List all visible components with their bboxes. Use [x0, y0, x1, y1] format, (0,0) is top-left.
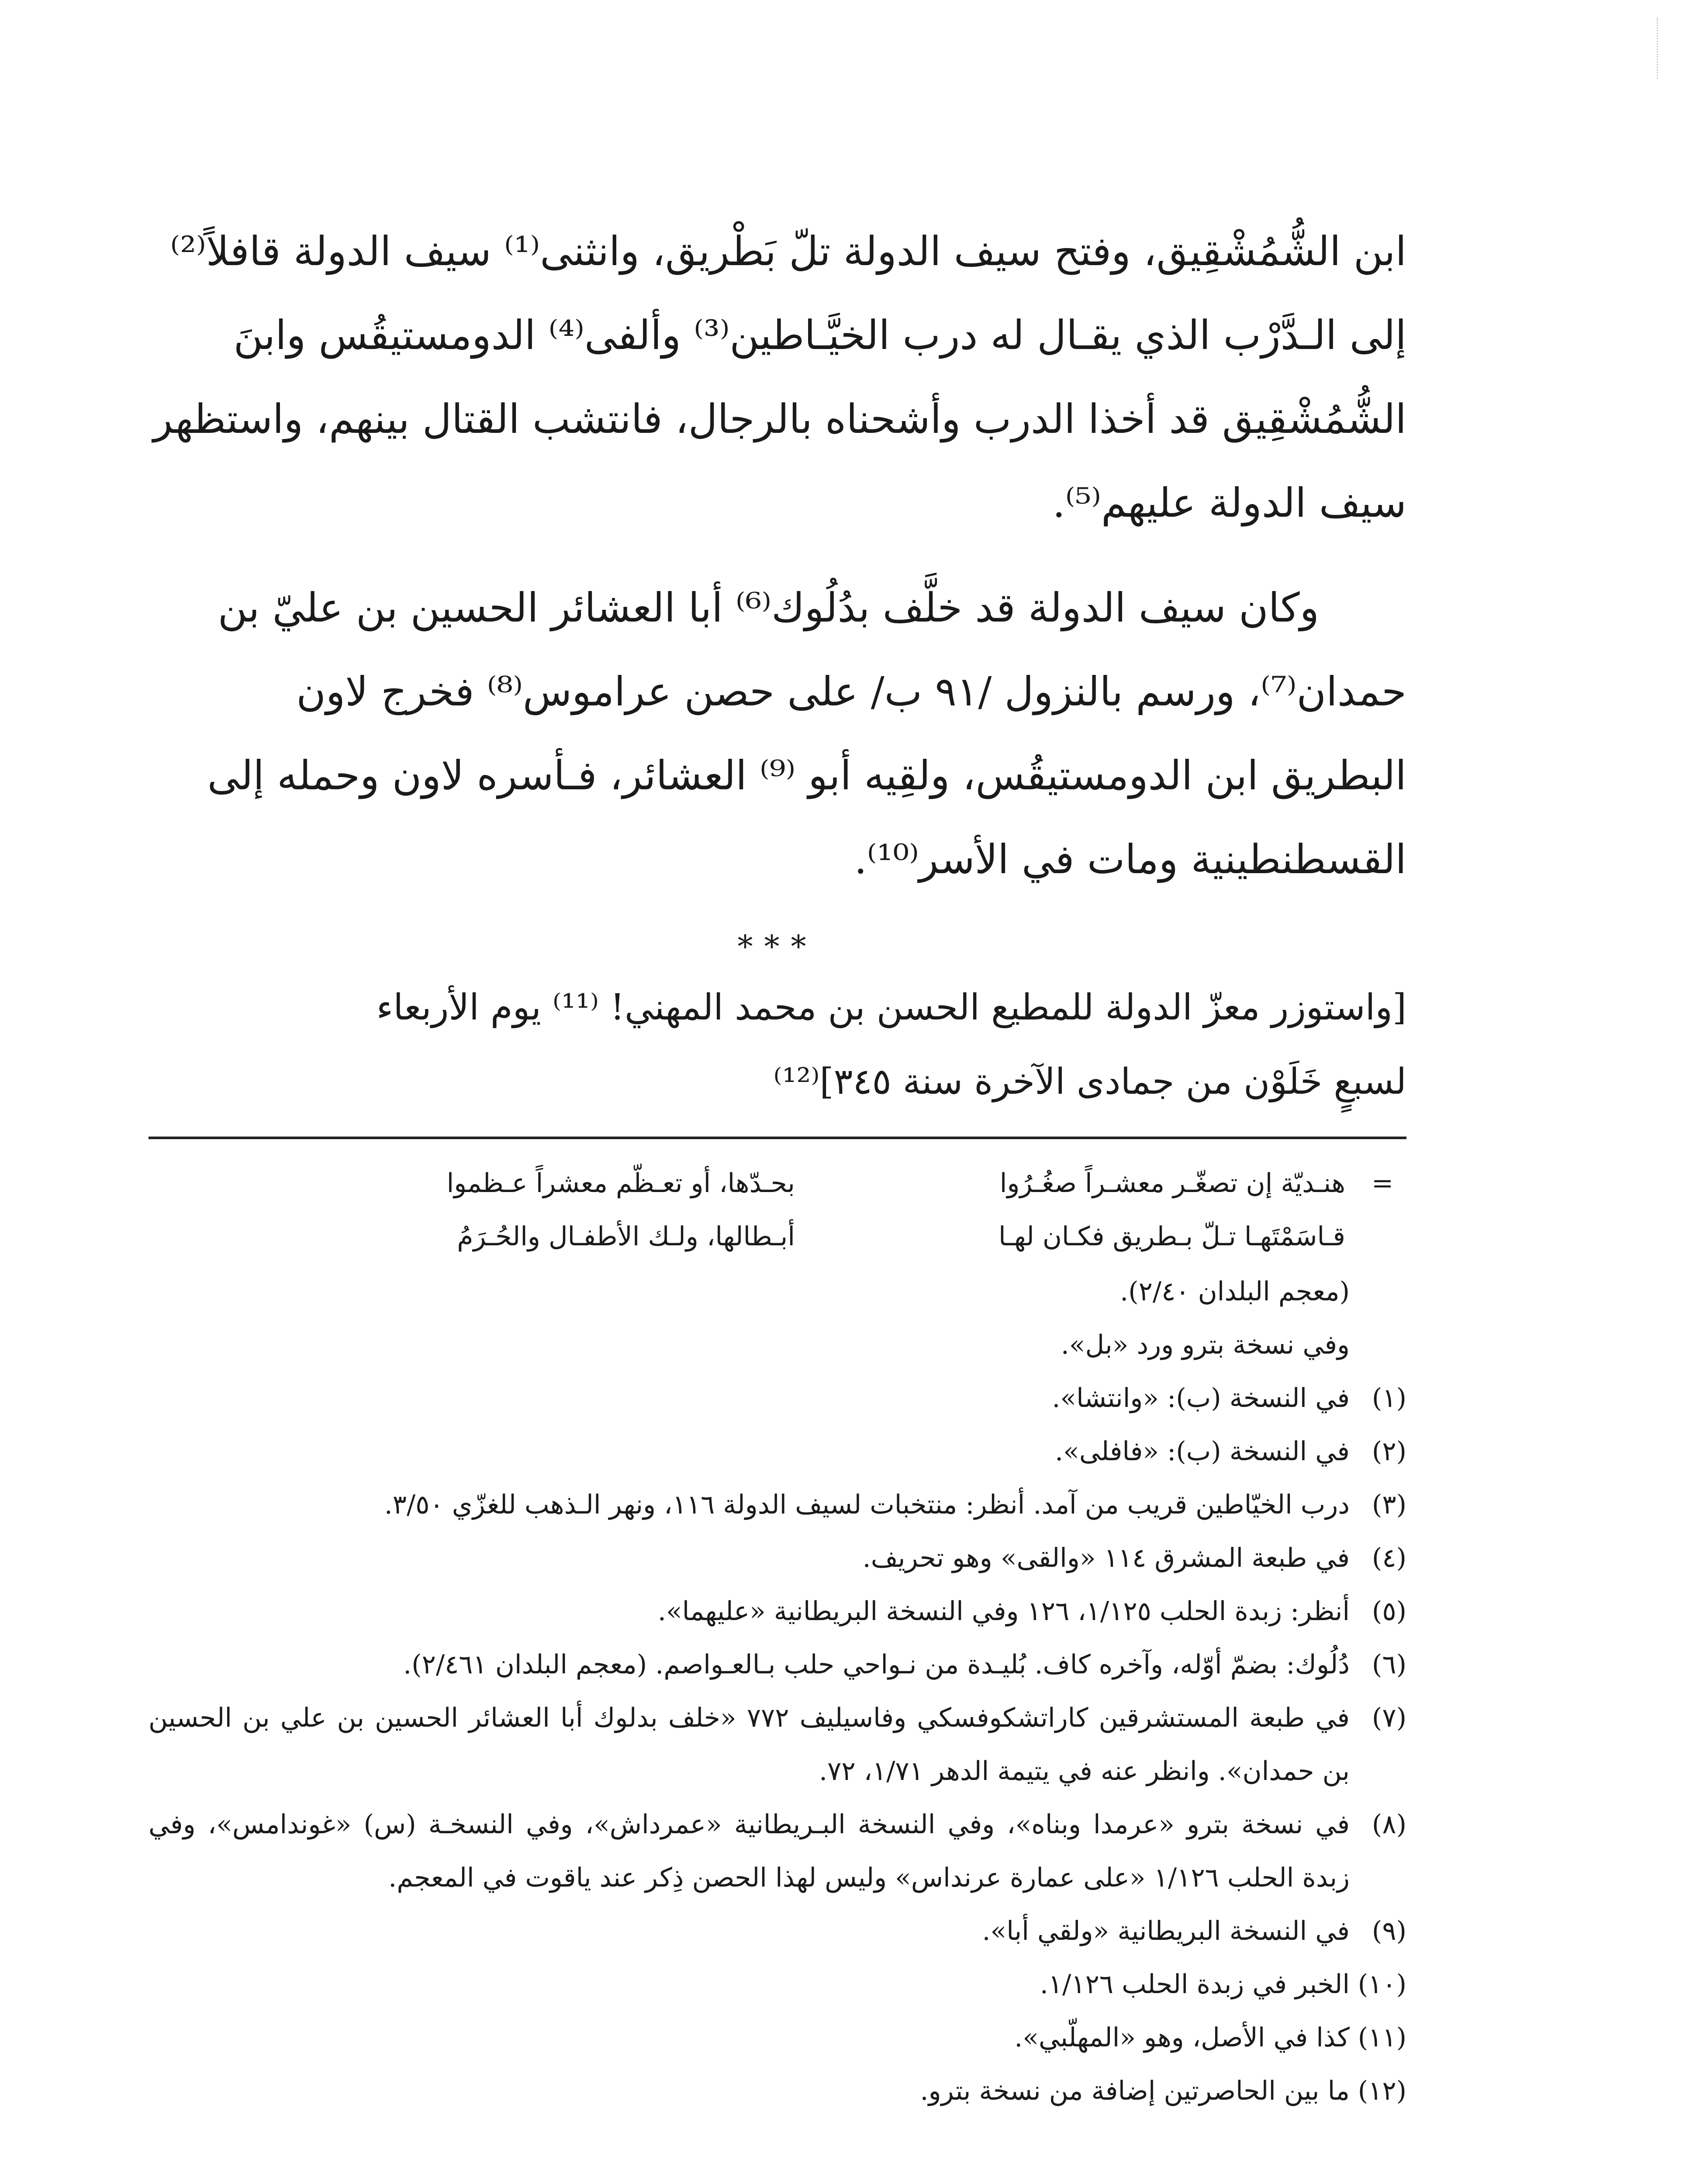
poem-hemistich-right: قـاسَمْتَهـا تـلّ بـطريق فكـان لهـا [998, 1221, 1345, 1252]
footnote-number: (٦) [1372, 1649, 1406, 1680]
footnote-item [149, 1585, 1406, 1638]
footnote-item [149, 2064, 1406, 2118]
footnote-text: في النسخة (ب): «وانتشا». [1052, 1383, 1350, 1413]
footnote-item [149, 1638, 1406, 1691]
footnote-number: (٥) [1372, 1596, 1406, 1627]
text-line: لسبعٍ خَلَوْن من جمادى الآخرة سنة ٣٤٥]⁽¹²⁾ [773, 1061, 1406, 1102]
footnotes [149, 1157, 1406, 2118]
text-line: إلى الـدَّرْب الذي يقـال له درب الخيَّـاطين⁽³⁾ وألفى⁽⁴⁾ الدومستيقُس وابنَ [233, 312, 1406, 359]
bracketed-paragraph [149, 971, 1406, 1119]
footnote-number: (١٠) [1358, 1969, 1406, 2000]
footnote-item [149, 1691, 1406, 1798]
footnote-text: درب الخيّاطين قريب من آمد. أنظر: منتخبات لسيف الدولة ١١٦، ونهر الـذهب للغزّي ٣/٥٠. [384, 1489, 1350, 1520]
footnote-text: كذا في الأصل، وهو «المهلّبي». [1014, 2022, 1350, 2053]
footnote-number: (١) [1372, 1383, 1406, 1413]
text-line: حمدان⁽⁷⁾، ورسم بالنزول /٩١ ب/ على حصن عراموس⁽⁸⁾ فخرج لاون [296, 668, 1406, 715]
scan-edge-mark [1655, 17, 1658, 79]
poem-verse [149, 1157, 1406, 1210]
footnote-number: (٣) [1372, 1489, 1406, 1520]
footnote-continuation: (معجم البلدان ٢/٤٠). [1120, 1276, 1350, 1307]
footnote-item [149, 1798, 1406, 1904]
footnote-text: أنظر: زبدة الحلب ١/١٢٥، ١٢٦ وفي النسخة البريطانية «عليهما». [657, 1596, 1350, 1627]
paragraph-1 [149, 210, 1406, 545]
text-line: وكان سيف الدولة قد خلَّف بدُلُوك⁽⁶⁾ أبا العشائر الحسين بن عليّ بن [218, 584, 1319, 631]
text-line: سيف الدولة عليهم⁽⁵⁾. [1052, 480, 1406, 526]
text-line: القسطنطينية ومات في الأسر⁽¹⁰⁾. [854, 836, 1406, 883]
footnote-text: في النسخة (ب): «فافلى». [1055, 1436, 1350, 1467]
footnote-number: (٨) [1372, 1809, 1406, 1840]
book-page [149, 210, 1406, 2118]
text-line: ابن الشُّمُشْقِيق، وفتح سيف الدولة تلّ بَطْريق، وانثنى⁽¹⁾ سيف الدولة قافلاً⁽²⁾ [170, 228, 1406, 275]
footnote-divider [149, 1137, 1406, 1139]
footnote-text: ما بين الحاصرتين إضافة من نسخة بترو. [920, 2076, 1350, 2106]
footnote-item [149, 1372, 1406, 1425]
footnote-item [149, 1958, 1406, 2011]
poem-hemistich-right: هنـديّة إن تصغّـر معشـراً صغُـرُوا [999, 1168, 1345, 1199]
footnote-text: في طبعة المستشرقين كاراتشكوفسكي وفاسيليف ٧٧٢ «خلف بدلوك أبا العشائر الحسين بن علي بن الحسين بن حمدان». وانظر عنه في يتيمة الدهر ١/٧١، ٧٢. [149, 1703, 1350, 1787]
footnote-number: (٢) [1372, 1436, 1406, 1467]
poem-hemistich-left: أبـطالها، ولـك الأطفـال والحُـرَمُ [457, 1221, 795, 1252]
poem-verses [149, 1157, 1406, 1263]
footnote-continuation: وفي نسخة بترو ورد «بل». [1061, 1330, 1350, 1360]
footnote-text: دُلُوك: بضمّ أوّله، وآخره كاف. بُليـدة من نـواحي حلب بـالعـواصم. (معجم البلدان ٢/٤٦١). [403, 1649, 1350, 1680]
continuation-mark: = [1371, 1168, 1394, 1199]
text-line: الشُّمُشْقِيق قد أخذا الدرب وأشحناه بالرجال، فانتشب القتال بينهم، واستظهر [153, 396, 1406, 442]
footnote-item [149, 1478, 1406, 1531]
footnote-number: (٤) [1372, 1543, 1406, 1573]
text-line: البطريق ابن الدومستيقُس، ولقِيه أبو ⁽⁹⁾ العشائر، فـأسره لاون وحمله إلى [207, 752, 1406, 799]
footnote-text: في النسخة البريطانية «ولقي أبا». [982, 1916, 1350, 1946]
footnote-number: (٩) [1372, 1916, 1406, 1946]
footnote-item [149, 1531, 1406, 1585]
section-separator: *** [737, 929, 818, 964]
footnote-text: في نسخة بترو «عرمدا وبناه»، وفي النسخة البـريطانية «عمرداش»، وفي النسخـة (س) «غوندامس»، وفي زبدة الحلب ١/١٢٦ «على عمارة عرنداس» وليس لهذا الحصن ذِكر عند ياقوت في المعجم. [149, 1809, 1350, 1893]
footnote-item [149, 1425, 1406, 1478]
footnote-item [149, 2011, 1406, 2064]
footnote-text: الخبر في زبدة الحلب ١/١٢٦. [1040, 1969, 1350, 2000]
footnote-number: (١٢) [1358, 2076, 1406, 2106]
footnote-item [149, 1904, 1406, 1958]
footnote-number: (٧) [1372, 1703, 1406, 1733]
poem-verse [149, 1210, 1406, 1263]
text-line: [واستوزر معزّ الدولة للمطيع الحسن بن محمد المهني! ⁽¹¹⁾ يوم الأربعاء [376, 987, 1406, 1028]
footnote-text: في طبعة المشرق ١١٤ «والقى» وهو تحريف. [862, 1543, 1350, 1573]
footnote-number: (١١) [1358, 2022, 1406, 2053]
poem-hemistich-left: بحـدّها، أو تعـظّم معشراً عـظموا [446, 1168, 795, 1199]
paragraph-2 [149, 566, 1406, 902]
